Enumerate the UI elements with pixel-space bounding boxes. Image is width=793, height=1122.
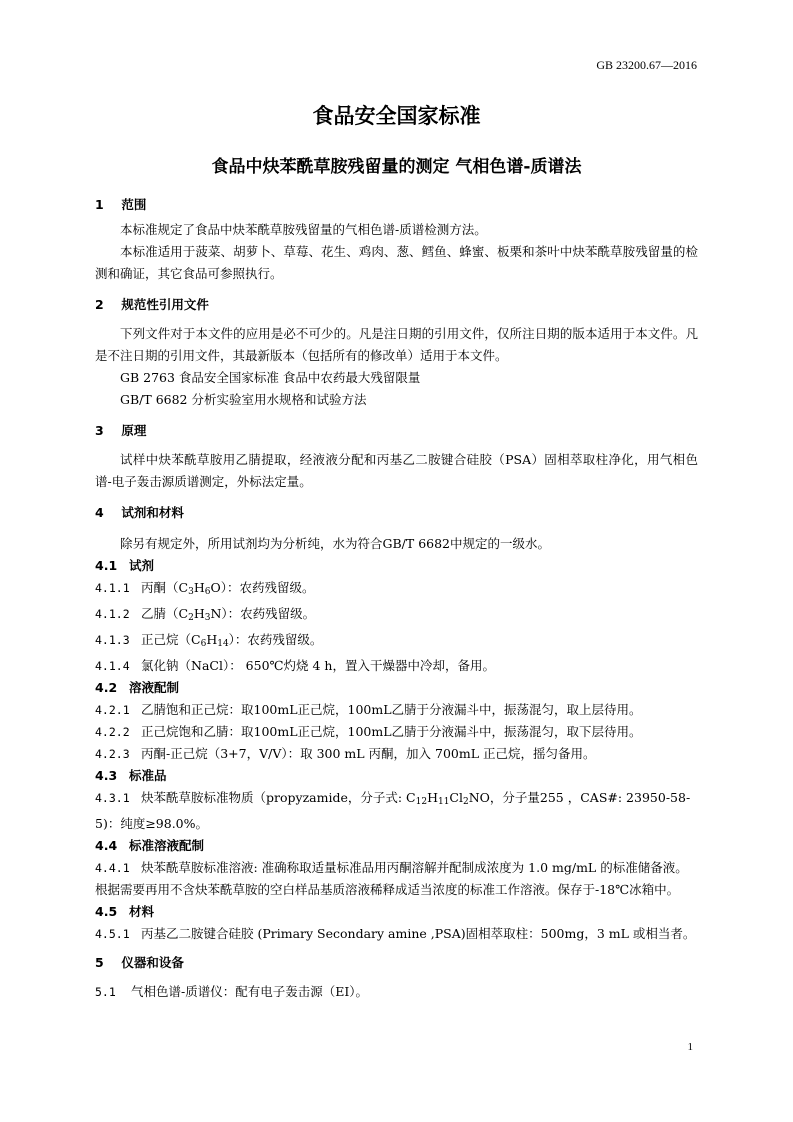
page-number: 1	[687, 1041, 693, 1053]
list-item	[95, 603, 698, 629]
subscript: 2	[462, 797, 469, 807]
item-text: NO，分子量255 ，CAS#: 23950-58-5)：纯度≥98.0%。	[95, 790, 691, 831]
subsection-title: 材料	[129, 904, 155, 919]
item-number: 4.3.1	[95, 791, 130, 805]
subsection-title: 标准溶液配制	[129, 838, 205, 853]
paragraph: 下列文件对于本文件的应用是必不可少的。凡是注日期的引用文件，仅所注日期的版本适用于本文件。凡是不注日期的引用文件，其最新版本（包括所有的修改单）适用于本文件。	[95, 326, 698, 363]
item-number: 4.1.4	[95, 659, 130, 673]
section-number: 1	[95, 197, 104, 212]
item-text: 乙腈饱和正己烷：取100mL正己烷，100mL乙腈于分液漏斗中，振荡混匀，取上层待用。	[141, 702, 642, 717]
subscript: 6	[200, 639, 207, 649]
standard-number: GB 23200.67—2016	[596, 58, 697, 72]
item-text: 炔苯酰草胺标准物质（propyzamide，分子式: C	[141, 790, 416, 805]
paragraph: 本标准适用于菠菜、胡萝卜、草莓、花生、鸡肉、葱、鳕鱼、蜂蜜、板栗和茶叶中炔苯酰草胺残留量的检测和确证，其它食品可参照执行。	[95, 244, 698, 281]
item-number: 4.4.1	[95, 861, 130, 875]
subsection-number: 4.4	[95, 838, 118, 853]
list-item	[95, 577, 698, 603]
item-text: H	[193, 580, 205, 595]
item-text: 气相色谱-质谱仪：配有电子轰击源（EI）。	[131, 984, 369, 999]
list-item	[95, 787, 698, 835]
subsection-title: 标准品	[129, 768, 167, 783]
section-title: 仪器和设备	[121, 955, 184, 970]
paragraph: 本标准规定了食品中炔苯酰草胺残留量的气相色谱-质谱检测方法。	[120, 222, 487, 237]
document-subtitle: 食品中炔苯酰草胺残留量的测定 气相色谱-质谱法	[211, 157, 582, 177]
item-text: O）：农药残留级。	[210, 580, 315, 595]
subsection-heading	[95, 765, 698, 787]
item-number: 4.2.1	[95, 703, 130, 717]
subscript: 14	[217, 639, 229, 649]
item-text: H	[206, 632, 218, 647]
subsection-heading	[95, 901, 698, 923]
item-text: 乙腈（C	[141, 606, 189, 621]
section-heading-scope	[95, 195, 698, 215]
subsection-heading	[95, 677, 698, 699]
item-text: H	[427, 790, 438, 805]
reference-item: GB 2763 食品安全国家标准 食品中农药最大残留限量	[120, 370, 421, 385]
document-title: 食品安全国家标准	[312, 104, 481, 128]
section-heading-reagents	[95, 503, 698, 523]
list-item	[95, 629, 698, 655]
section-heading-apparatus	[95, 953, 698, 973]
subsection-title: 试剂	[129, 558, 155, 573]
item-number: 4.1.1	[95, 581, 130, 595]
item-text: H	[193, 606, 205, 621]
document-body	[95, 193, 698, 1003]
list-item	[95, 857, 698, 901]
item-text: 丙酮-正己烷（3+7，V/V）：取 300 mL 丙酮，加入 700mL 正己烷，摇匀备用。	[141, 746, 596, 761]
subsection-number: 4.3	[95, 768, 118, 783]
item-text: 正己烷饱和乙腈：取100mL正己烷，100mL乙腈于分液漏斗中，振荡混匀，取下层待用。	[141, 724, 642, 739]
item-text: 正己烷（C	[141, 632, 201, 647]
item-text: 丙酮（C	[141, 580, 189, 595]
item-text: 氯化钠（NaCl）： 650℃灼烧 4 h，置入干燥器中冷却，备用。	[141, 658, 495, 673]
subscript: 3	[188, 587, 194, 597]
subsection-heading	[95, 555, 698, 577]
item-text: 炔苯酰草胺标准溶液: 准确称取适量标准品用丙酮溶解并配制成浓度为 1.0 mg/mL 的标准储备液。根据需要再用不含炔苯酰草胺的空白样品基质溶液稀释成适当浓度的标准工作溶液。保存于-18℃冰箱中。	[95, 860, 688, 897]
reference-item: GB/T 6682 分析实验室用水规格和试验方法	[120, 392, 367, 407]
subsection-heading	[95, 835, 698, 857]
item-number: 4.1.3	[95, 633, 130, 647]
list-item	[95, 699, 698, 721]
list-item	[95, 743, 698, 765]
section-heading-references	[95, 295, 698, 315]
section-number: 3	[95, 423, 104, 438]
item-number: 5.1	[95, 985, 116, 999]
item-number: 4.2.3	[95, 747, 130, 761]
section-number: 2	[95, 297, 104, 312]
subscript: 12	[415, 797, 428, 807]
subscript: 6	[204, 587, 211, 597]
subsection-number: 4.2	[95, 680, 118, 695]
subscript: 11	[437, 797, 450, 807]
paragraph: 除另有规定外，所用试剂均为分析纯，水为符合GB/T 6682中规定的一级水。	[120, 536, 551, 551]
item-text: ）：农药残留级。	[228, 632, 323, 647]
item-number: 4.1.2	[95, 607, 130, 621]
section-number: 4	[95, 505, 104, 520]
section-heading-principle	[95, 421, 698, 441]
subsection-number: 4.5	[95, 904, 118, 919]
subsection-number: 4.1	[95, 558, 118, 573]
list-item	[95, 981, 698, 1003]
item-number: 4.2.2	[95, 725, 130, 739]
section-title: 原理	[121, 423, 147, 438]
section-title: 规范性引用文件	[121, 297, 209, 312]
section-title: 范围	[121, 197, 147, 212]
section-number: 5	[95, 955, 104, 970]
list-item	[95, 721, 698, 743]
item-number: 4.5.1	[95, 927, 130, 941]
list-item	[95, 655, 698, 677]
item-text: 丙基乙二胺键合硅胶 (Primary Secondary amine ,PSA)固相萃取柱：500mg，3 mL 或相当者。	[141, 926, 696, 941]
paragraph: 试样中炔苯酰草胺用乙腈提取，经液液分配和丙基乙二胺键合硅胶（PSA）固相萃取柱净化，用气相色谱-电子轰击源质谱测定，外标法定量。	[95, 452, 698, 489]
item-text: Cl	[449, 790, 463, 805]
subsection-title: 溶液配制	[129, 680, 180, 695]
section-title: 试剂和材料	[121, 505, 184, 520]
item-text: N）：农药残留级。	[210, 606, 316, 621]
list-item	[95, 923, 698, 945]
subscript: 3	[204, 613, 211, 623]
subscript: 2	[188, 613, 194, 623]
